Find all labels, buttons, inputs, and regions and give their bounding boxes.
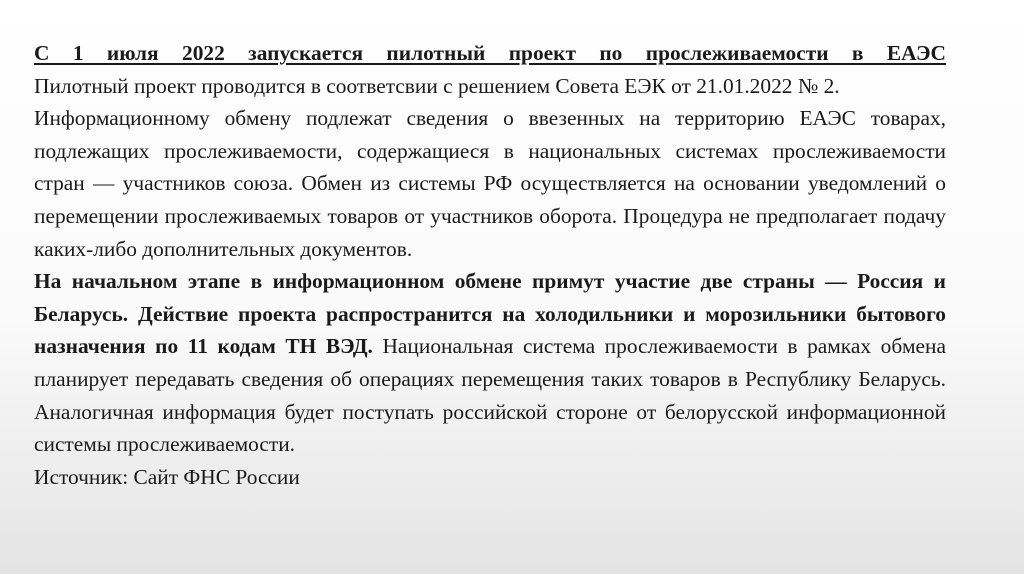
source-line: Источник: Сайт ФНС России	[34, 464, 300, 489]
paragraph-exchange: Информационному обмену подлежат сведения о ввезенных на территорию ЕАЭС товарах, подлежащих прослеживаемости, содержащиеся в национальных системах прослеживаемости стран — участников союза. Обмен из системы РФ осуществляется на основании уведомлений о перемещении прослеживаемых товаров от участников оборота. Процедура не предполагает подачу каких-либо дополнительных документов.	[34, 106, 946, 261]
paragraph-decision: Пилотный проект проводится в соответсвии с решением Совета ЕЭК от 21.01.2022 № 2.	[34, 73, 840, 98]
paragraph-initial-stage	[34, 265, 946, 461]
slide-text-block	[34, 37, 946, 493]
slide-title: С 1 июля 2022 запускается пилотный проект по прослеживаемости в ЕАЭС	[34, 41, 946, 65]
initial-stage-bold-text: На начальном этапе в информационном обмене примут участие две страны — Россия и Беларусь. Действие проекта распространится на холодильники и морозильники бытового назначения по 11 кодам ТН ВЭД.	[34, 269, 946, 359]
initial-stage-text: Национальная система прослеживаемости в рамках обмена планирует передавать сведения об операциях перемещения таких товаров в Республику Беларусь. Аналогичная информация будет поступать российской стороне от белорусской информационной системы прослеживаемости.	[34, 334, 946, 457]
